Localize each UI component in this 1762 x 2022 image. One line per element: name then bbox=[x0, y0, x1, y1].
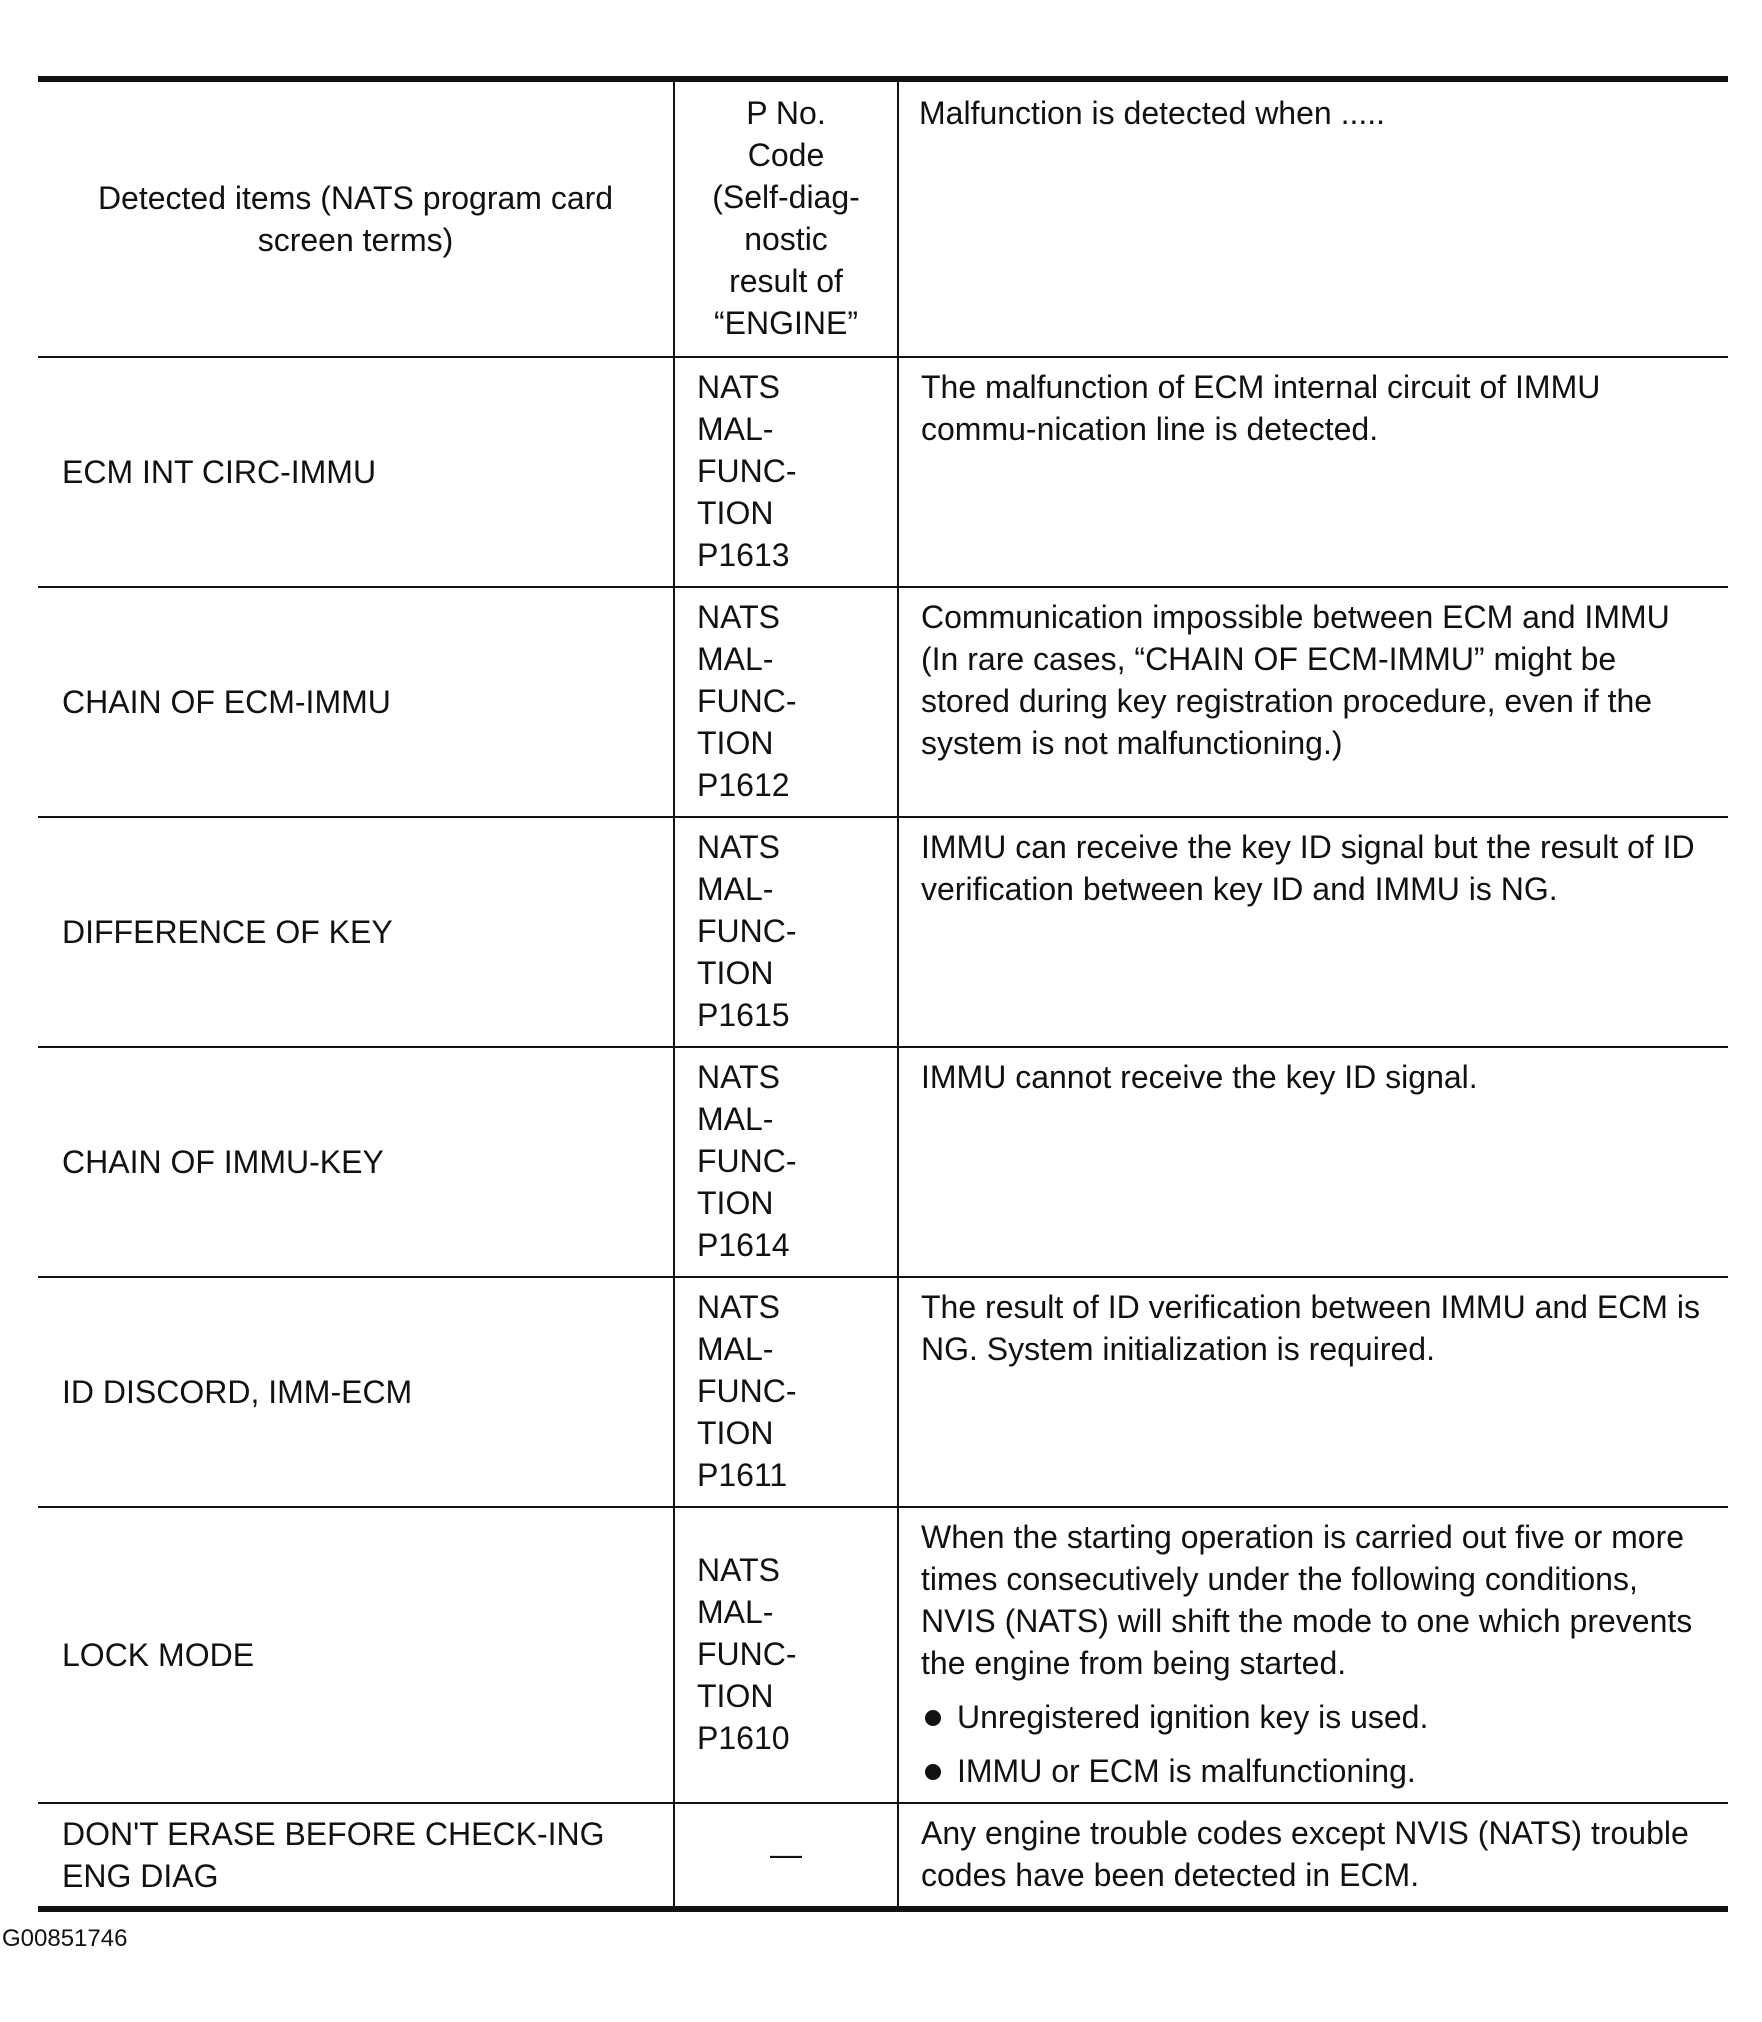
figure-id: G00851746 bbox=[2, 1925, 128, 1952]
code-line: TION bbox=[697, 1678, 774, 1714]
header-code-line: (Self-diag- bbox=[712, 179, 860, 215]
description-cell: Any engine trouble codes except NVIS (NATS) trouble codes have been detected in ECM. bbox=[898, 1803, 1728, 1909]
table-row bbox=[38, 587, 1728, 817]
code-line: FUNC- bbox=[697, 1373, 797, 1409]
code-line: TION bbox=[697, 1185, 774, 1221]
table-row bbox=[38, 357, 1728, 587]
code-line: P1612 bbox=[697, 767, 790, 803]
code-line: MAL- bbox=[697, 1101, 774, 1137]
code-line: MAL- bbox=[697, 1331, 774, 1367]
code-line: P1615 bbox=[697, 997, 790, 1033]
code-line: NATS bbox=[697, 1289, 780, 1325]
code-line: TION bbox=[697, 725, 774, 761]
code-line: MAL- bbox=[697, 871, 774, 907]
code-line: NATS bbox=[697, 829, 780, 865]
code-line: MAL- bbox=[697, 1594, 774, 1630]
table-row bbox=[38, 1277, 1728, 1507]
code-line: TION bbox=[697, 955, 774, 991]
code-line: NATS bbox=[697, 1059, 780, 1095]
description-cell: The malfunction of ECM internal circuit of IMMU commu-nication line is detected. bbox=[898, 357, 1728, 587]
header-code-line: nostic bbox=[744, 221, 828, 257]
condition-list-item: IMMU or ECM is malfunctioning. bbox=[921, 1750, 1706, 1792]
description-cell: IMMU cannot receive the key ID signal. bbox=[898, 1047, 1728, 1277]
detected-item-cell: ID DISCORD, IMM-ECM bbox=[38, 1277, 674, 1507]
table-row bbox=[38, 1803, 1728, 1909]
description-cell: IMMU can receive the key ID signal but the result of ID verification between key ID and IMMU is NG. bbox=[898, 817, 1728, 1047]
code-line: MAL- bbox=[697, 411, 774, 447]
code-line: FUNC- bbox=[697, 683, 797, 719]
code-line: NATS bbox=[697, 369, 780, 405]
code-cell bbox=[674, 587, 898, 817]
header-p-no-code bbox=[674, 79, 898, 357]
header-code-line: result of bbox=[729, 263, 843, 299]
nats-diagnostic-table-container bbox=[38, 76, 1728, 1912]
code-line: P1610 bbox=[697, 1720, 790, 1756]
code-line: TION bbox=[697, 495, 774, 531]
detected-item-cell: CHAIN OF IMMU-KEY bbox=[38, 1047, 674, 1277]
table-row bbox=[38, 1047, 1728, 1277]
description-text: When the starting operation is carried out five or more times consecutively under the following conditions, NVIS (NATS) will shift the mode to one which prevents the engine from being started. bbox=[921, 1519, 1693, 1681]
code-cell bbox=[674, 1507, 898, 1803]
code-line: MAL- bbox=[697, 641, 774, 677]
table-row bbox=[38, 1507, 1728, 1803]
header-malfunction-description: Malfunction is detected when ..... bbox=[919, 95, 1386, 131]
code-line: NATS bbox=[697, 599, 780, 635]
header-code-line: Code bbox=[747, 137, 825, 173]
detected-item-cell: CHAIN OF ECM-IMMU bbox=[38, 587, 674, 817]
header-code-line: P No. bbox=[746, 95, 826, 131]
code-cell bbox=[674, 1047, 898, 1277]
code-line: FUNC- bbox=[697, 453, 797, 489]
code-line: NATS bbox=[697, 1552, 780, 1588]
header-detected-items: Detected items (NATS program card screen terms) bbox=[97, 180, 614, 258]
description-cell bbox=[898, 1507, 1728, 1803]
condition-list bbox=[921, 1696, 1706, 1792]
code-cell bbox=[674, 357, 898, 587]
table-row bbox=[38, 817, 1728, 1047]
description-cell: Communication impossible between ECM and IMMU (In rare cases, “CHAIN OF ECM-IMMU” might be stored during key registration procedure, even if the system is not malfunctioning.) bbox=[898, 587, 1728, 817]
code-cell bbox=[674, 1277, 898, 1507]
description-cell: The result of ID verification between IMMU and ECM is NG. System initialization is required. bbox=[898, 1277, 1728, 1507]
code-line: P1614 bbox=[697, 1227, 790, 1263]
header-code-line: “ENGINE” bbox=[714, 305, 858, 341]
detected-item-cell: LOCK MODE bbox=[38, 1507, 674, 1803]
code-cell bbox=[674, 817, 898, 1047]
code-line: FUNC- bbox=[697, 913, 797, 949]
table-header-row bbox=[38, 79, 1728, 357]
detected-item-cell: DIFFERENCE OF KEY bbox=[38, 817, 674, 1047]
code-line: FUNC- bbox=[697, 1143, 797, 1179]
code-line: FUNC- bbox=[697, 1636, 797, 1672]
nats-diagnostic-table bbox=[38, 76, 1728, 1912]
code-line: P1611 bbox=[697, 1457, 788, 1493]
code-cell: — bbox=[674, 1803, 898, 1909]
detected-item-cell: ECM INT CIRC-IMMU bbox=[38, 357, 674, 587]
condition-list-item: Unregistered ignition key is used. bbox=[921, 1696, 1706, 1738]
code-line: P1613 bbox=[697, 537, 790, 573]
detected-item-cell: DON'T ERASE BEFORE CHECK-ING ENG DIAG bbox=[38, 1803, 674, 1909]
code-line: TION bbox=[697, 1415, 774, 1451]
